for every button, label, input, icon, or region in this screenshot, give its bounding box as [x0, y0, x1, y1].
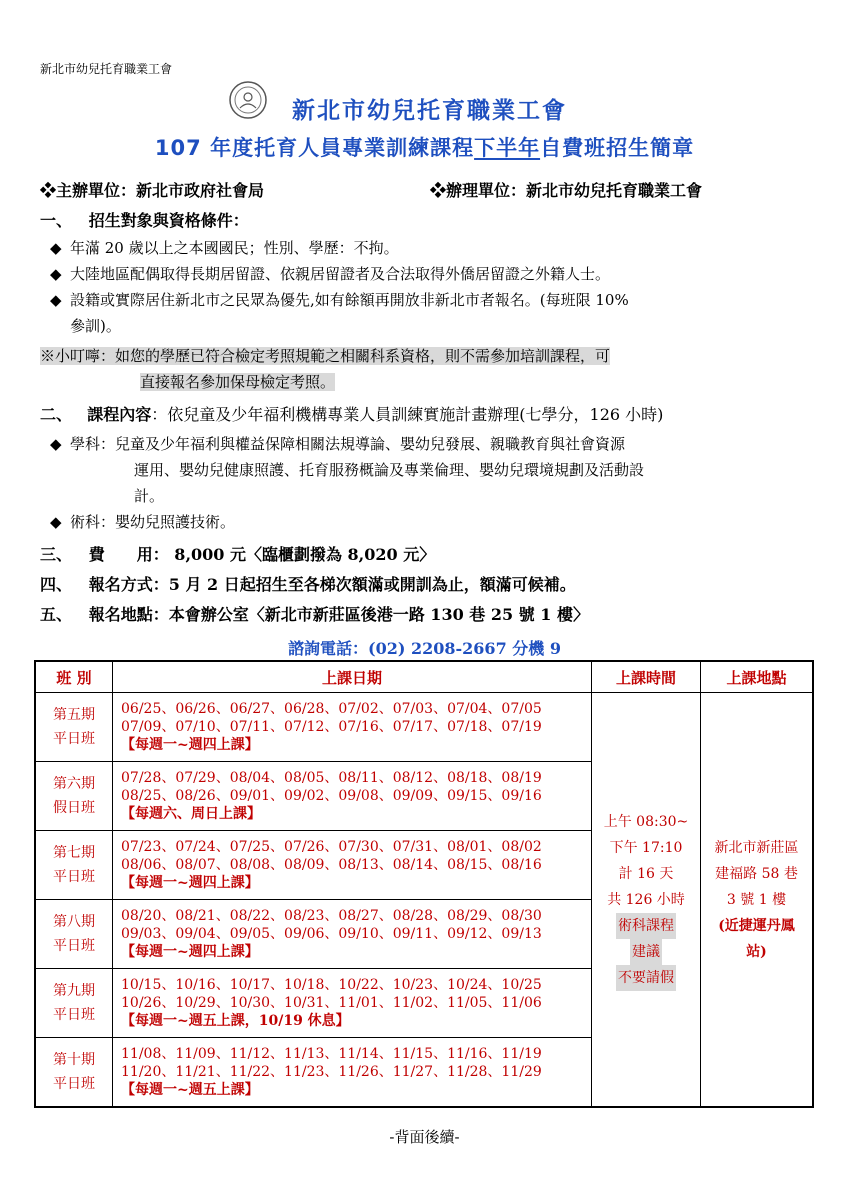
skill-line: ◆ 術科：嬰幼兒照護技術。 — [50, 513, 236, 531]
header-place: 上課地點 — [701, 661, 814, 693]
class-cell: 第六期 假日班 — [35, 762, 113, 831]
subject-line-cont: 計。 — [134, 487, 165, 505]
table-row — [35, 693, 813, 762]
org-title: 新北市幼兒托育職業工會 — [292, 98, 567, 124]
diamond-bullet-icon: ◆ — [50, 291, 62, 309]
diamond-bullet-icon: ◆ — [50, 265, 62, 283]
header-time: 上課時間 — [592, 661, 701, 693]
title-underlined: 下半年 — [474, 136, 541, 160]
class-cell: 第七期 平日班 — [35, 831, 113, 900]
class-cell: 第五期 平日班 — [35, 693, 113, 762]
eligibility-item: ◆ 年滿 20 歲以上之本國國民；性別、學歷：不拘。 — [50, 239, 399, 257]
reminder-line1: ※小叮嚀：如您的學歷已符合檢定考照規範之相關科系資格，則不需參加培訓課程，可 — [40, 347, 611, 365]
class-cell: 第九期 平日班 — [35, 969, 113, 1038]
title-part1: 107 年度托育人員專業訓練課程 — [154, 136, 475, 160]
footer-continued: -背面後續- — [389, 1128, 460, 1146]
section1-num: 一、 — [40, 211, 73, 230]
time-cell: 上午 08:30~ 下午 17:10 計 16 天 共 126 小時 術科課程 建議 不要請假 — [592, 693, 701, 1108]
diamond-bullet-icon: ◆ — [50, 435, 62, 453]
union-logo-seal — [228, 80, 268, 120]
place-cell: 新北市新莊區 建福路 58 巷 3 號 1 樓 (近捷運丹鳳 站) — [701, 693, 814, 1108]
section2-label: 課程內容 — [87, 405, 152, 424]
class-cell: 第八期 平日班 — [35, 900, 113, 969]
dates-cell: 10/15、10/16、10/17、10/18、10/22、10/23、10/24、10/25 10/26、10/29、10/30、10/31、11/01、11/02、11/05、11/06 【每週一~週五上課，10/19 休息】 — [113, 969, 592, 1038]
page-title — [0, 132, 849, 162]
dates-cell: 08/20、08/21、08/22、08/23、08/27、08/28、08/29、08/30 09/03、09/04、09/05、09/06、09/10、09/11、09/12、09/13 【每週一~週四上課】 — [113, 900, 592, 969]
diamond-bullet-icon: ◆ — [50, 513, 62, 531]
eligibility-item: ◆ 設籍或實際居住新北市之民眾為優先,如有餘額再開放非新北市者報名。(每班限 10% — [50, 291, 629, 309]
dates-cell: 07/23、07/24、07/25、07/26、07/30、07/31、08/01、08/02 08/06、08/07、08/08、08/09、08/13、08/14、08/15、08/16 【每週一~週四上課】 — [113, 831, 592, 900]
eligibility-item-cont: 參訓)。 — [70, 317, 121, 335]
section1-title: 招生對象與資格條件： — [88, 211, 249, 230]
subject-line-cont: 運用、嬰幼兒健康照護、托育服務概論及專業倫理、嬰幼兒環境規劃及活動設 — [134, 461, 645, 479]
header-dates: 上課日期 — [113, 661, 592, 693]
header-note: 新北市幼兒托育職業工會 — [40, 62, 173, 76]
subject-line: ◆ 學科：兒童及少年福利與權益保障相關法規導論、嬰幼兒發展、親職教育與社會資源 — [50, 435, 626, 453]
eligibility-item: ◆ 大陸地區配偶取得長期居留證、依親居留證者及合法取得外僑居留證之外籍人士。 — [50, 265, 611, 283]
schedule-table — [34, 660, 814, 1108]
diamond-bullet-icon: ◆ — [50, 239, 62, 257]
title-part2: 自費班招生簡章 — [540, 136, 695, 160]
dates-cell: 06/25、06/26、06/27、06/28、07/02、07/03、07/04、07/05 07/09、07/10、07/11、07/12、07/16、07/17、07/18、07/19 【每週一~週四上課】 — [113, 693, 592, 762]
organizer: ❖主辦單位：新北市政府社會局 — [40, 181, 265, 200]
header-class: 班 別 — [35, 661, 113, 693]
section5: 五、 報名地點：本會辦公室〈新北市新莊區後港一路 130 巷 25 號 1 樓〉 — [40, 605, 589, 624]
section3: 三、 費 用： 8,000 元〈臨櫃劃撥為 8,020 元〉 — [40, 545, 436, 564]
dates-cell: 11/08、11/09、11/12、11/13、11/14、11/15、11/16、11/19 11/20、11/21、11/22、11/23、11/26、11/27、11/28、11/29 【每週一~週五上課】 — [113, 1038, 592, 1108]
section2-text: ：依兒童及少年福利機構專業人員訓練實施計畫辦理(七學分，126 小時) — [151, 405, 664, 424]
section1-heading — [40, 208, 249, 231]
contact-phone: 諮詢電話：(02) 2208-2667 分機 9 — [288, 639, 561, 658]
class-cell: 第十期 平日班 — [35, 1038, 113, 1108]
section2-heading: 二、 課程內容：依兒童及少年福利機構專業人員訓練實施計畫辦理(七學分，126 小時) — [40, 405, 664, 424]
executor: ❖辦理單位：新北市幼兒托育職業工會 — [430, 181, 703, 200]
table-header-row — [35, 661, 813, 693]
reminder-line2: 直接報名參加保母檢定考照。 — [140, 373, 336, 391]
dates-cell: 07/28、07/29、08/04、08/05、08/11、08/12、08/18、08/19 08/25、08/26、09/01、09/02、09/08、09/09、09/15、09/16 【每週六、周日上課】 — [113, 762, 592, 831]
section4: 四、 報名方式：5 月 2 日起招生至各梯次額滿或開訓為止，額滿可候補。 — [40, 575, 576, 594]
